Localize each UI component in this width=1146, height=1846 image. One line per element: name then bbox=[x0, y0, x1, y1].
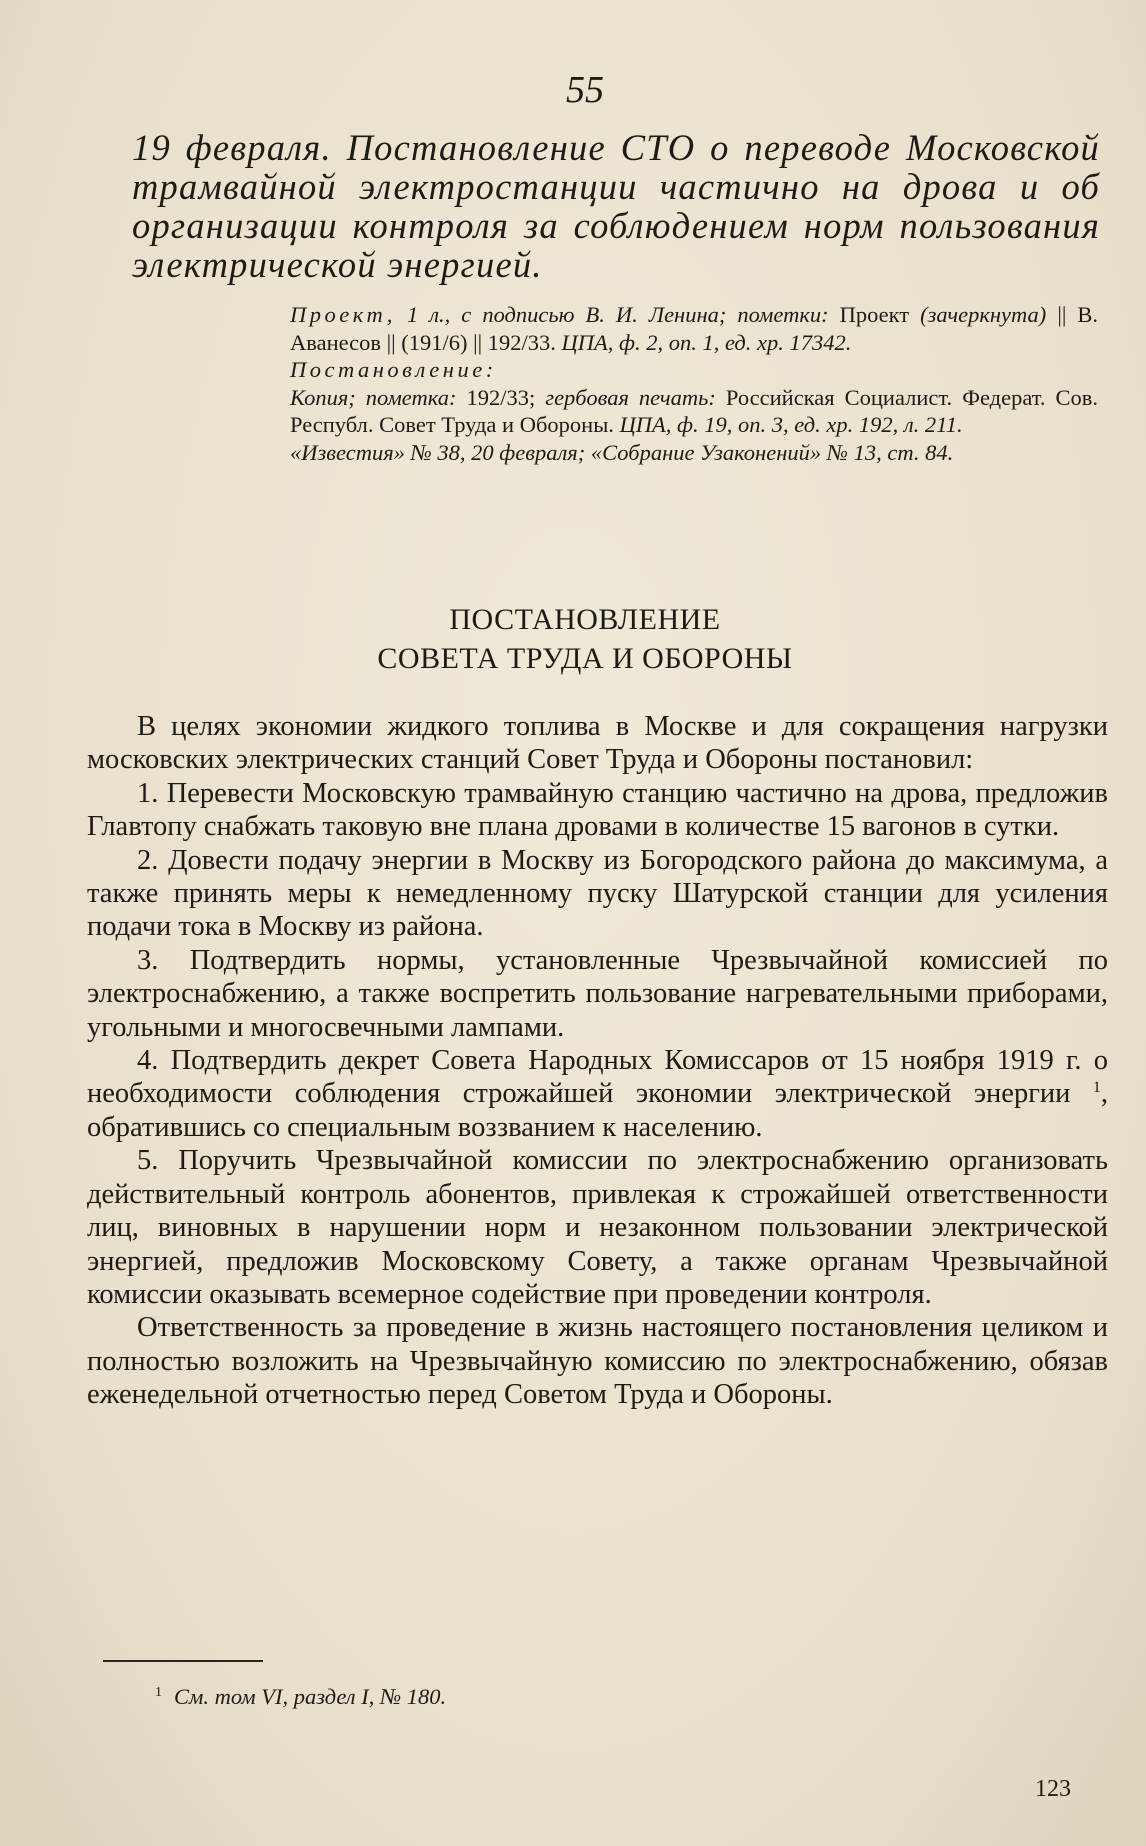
paragraph-4: 4. Подтвердить декрет Совета Народных Комиссаров от 15 ноября 1919 г. о необходимости соблюдения строжайшей экономии электрической энергии $^1$, обратившись со специальным воззванием к населению. bbox=[87, 1045, 1109, 1143]
draft-source: Проект, 1 л., с подписью В. И. Ленина; пометки: Проект (зачеркнута) || В. Аванесов || (191/6) || 192/33. ЦПА, ф. 2, оп. 1, ед. хр. 17342. bbox=[290, 302, 1098, 355]
publication-source: «Известия» № 38, 20 февраля; «Собрание Узаконений» № 13, ст. 84. bbox=[290, 439, 954, 465]
document-number: 55 bbox=[566, 69, 604, 111]
page-number: 123 bbox=[1035, 1776, 1071, 1802]
footnote bbox=[155, 1684, 446, 1710]
paragraph-3: 3. Подтвердить нормы, установленные Чрезвычайной комиссией по электроснабжению, а также воспретить пользование нагревательными приборами, угольными и многосвечными лампами. bbox=[87, 944, 1108, 1043]
document-title: 19 февраля. Постановление СТО о переводе Московской трамвайной электростанции частично на дрова и об организации контроля за соблюдением норм пользования электрической энергией. bbox=[132, 127, 1100, 285]
footnote-text: См. том VI, раздел I, № 180. bbox=[174, 1684, 447, 1709]
footnote-reference: 1 bbox=[1092, 1079, 1101, 1097]
footnote-divider bbox=[103, 1660, 263, 1662]
copy-source: Копия; пометка: 192/33; гербовая печать: Российская Социалист. Федерат. Сов. Республ. Совет Труда и Обороны. ЦПА, ф. 19, оп. 3, ед. хр. 192, л. 211. bbox=[290, 384, 1099, 437]
heading-line-1: ПОСТАНОВЛЕНИЕ bbox=[449, 603, 721, 636]
paragraph-closing: Ответственность за проведение в жизнь настоящего постановления целиком и полностью возложить на Чрезвычайную комиссию по электроснабжению, обязав еженедельной отчетностью перед Советом Труда и Обороны. bbox=[87, 1312, 1108, 1411]
resolution-label: Постановление: bbox=[290, 357, 497, 382]
paragraph-5: 5. Поручить Чрезвычайной комиссии по электроснабжению организовать действительный контроль абонентов, привлекая к строжайшей ответственности лиц, виновных в нарушении норм и незаконном пользовании электрической энергией, предложив Московскому Совету, а также органам Чрезвычайной комиссии оказывать всемерное содействие при проведении контроля. bbox=[87, 1145, 1108, 1310]
resolution-body bbox=[87, 710, 1108, 1412]
heading-line-2: СОВЕТА ТРУДА И ОБОРОНЫ bbox=[377, 642, 793, 675]
source-notes bbox=[290, 301, 1098, 466]
paragraph-1: 1. Перевести Московскую трамвайную станцию частично на дрова, предложив Главтопу снабжать таковую вне плана дровами в количестве 15 вагонов в сутки. bbox=[87, 777, 1108, 843]
resolution-heading bbox=[0, 600, 1146, 678]
paragraph-intro: В целях экономии жидкого топлива в Москве и для сокращения нагрузки московских электрических станций Совет Труда и Обороны постановил: bbox=[87, 711, 1108, 776]
footnote-mark: 1 bbox=[155, 1685, 162, 1700]
paragraph-2: 2. Довести подачу энергии в Москву из Богородского района до максимума, а также принять меры к немедленному пуску Шатурской станции для усиления подачи тока в Москву из района. bbox=[87, 844, 1108, 943]
